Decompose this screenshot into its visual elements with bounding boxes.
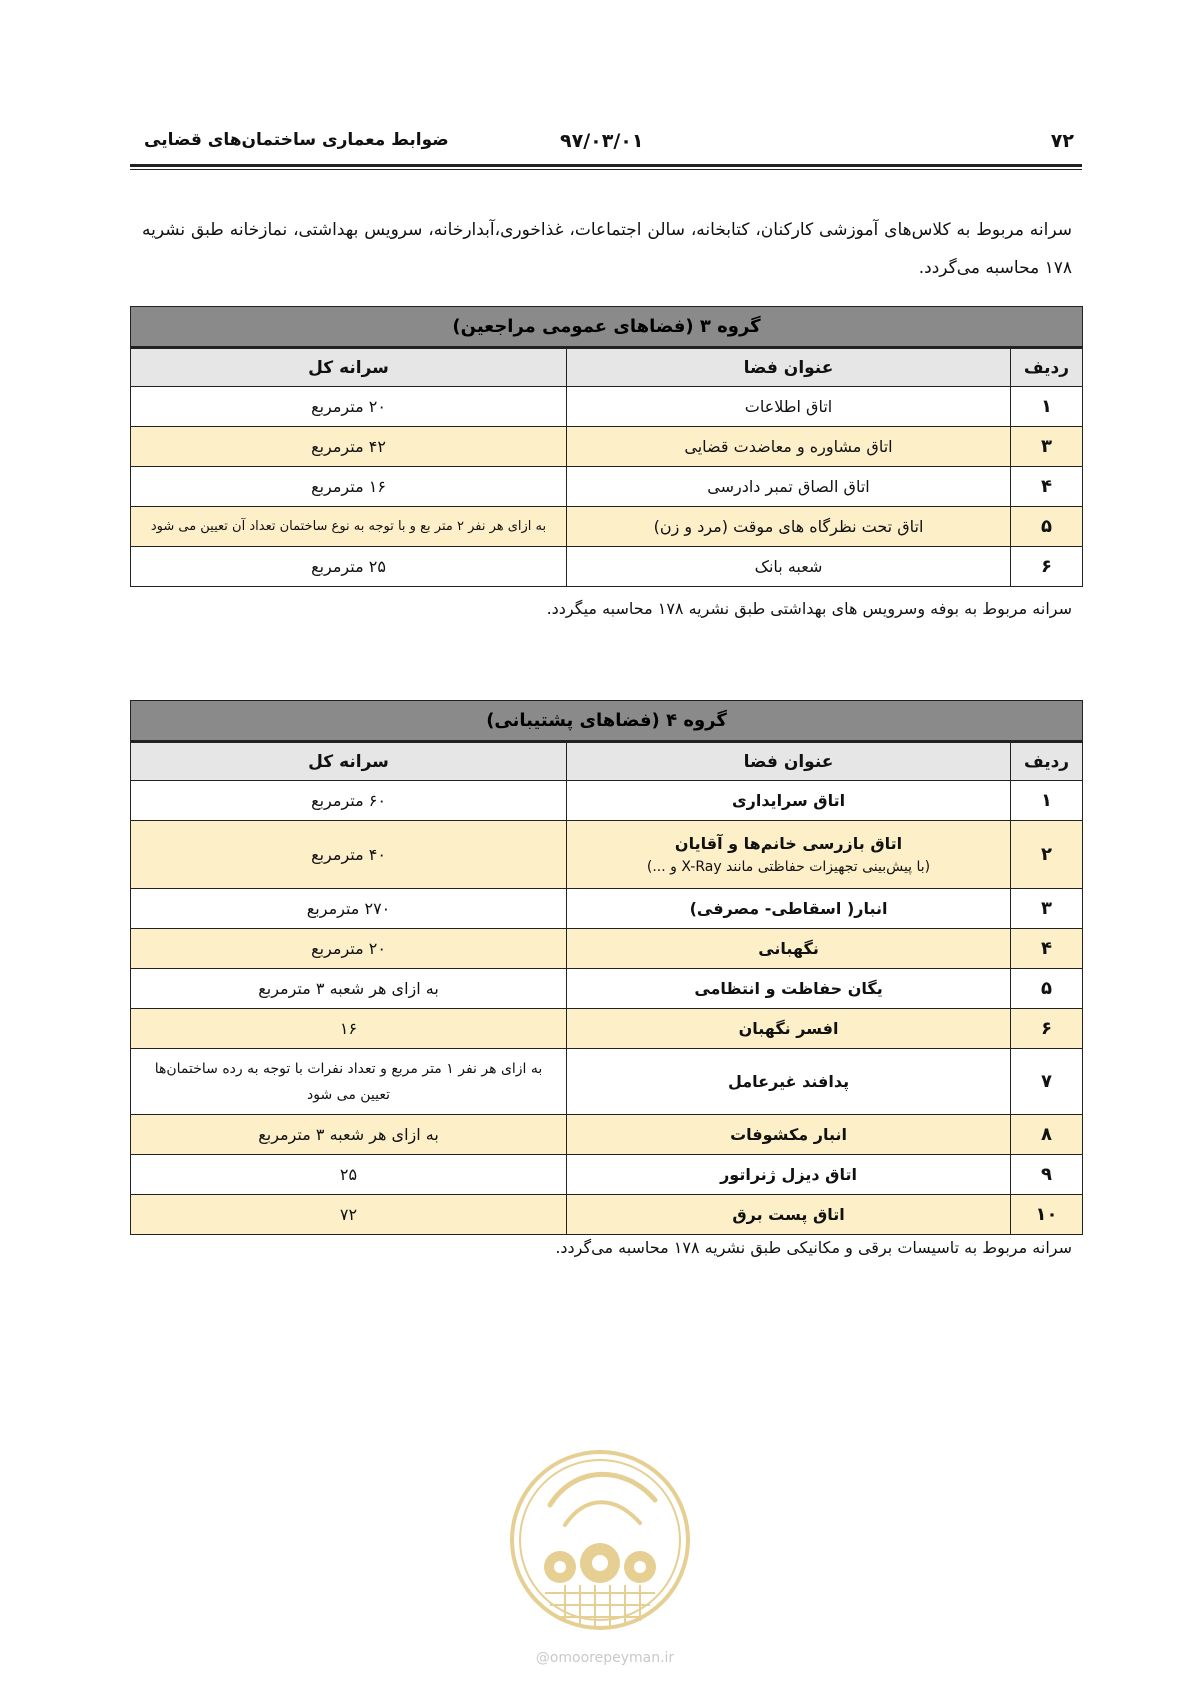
space-title: اتاق اطلاعات — [567, 387, 1011, 427]
intro-paragraph: سرانه مربوط به کلاس‌های آموزشی کارکنان، کتابخانه، سالن اجتماعات، غذاخوری،آبدارخانه، سرویس بهداشتی، نمازخانه طبق نشریه ۱۷۸ محاسبه می‌گردد. — [142, 220, 1072, 278]
table-row — [131, 507, 1083, 547]
page-header — [130, 130, 1082, 164]
space-title: افسر نگهبان — [567, 1009, 1011, 1049]
row-number: ۲ — [1011, 821, 1083, 889]
row-number: ۱ — [1011, 387, 1083, 427]
table-row — [131, 781, 1083, 821]
header-rule — [130, 164, 1082, 167]
row-number: ۶ — [1011, 547, 1083, 587]
space-title: انبار مکشوفات — [567, 1115, 1011, 1155]
table-row — [131, 1155, 1083, 1195]
space-title: نگهبانی — [567, 929, 1011, 969]
header-date: ۹۷/۰۳/۰۱ — [560, 130, 644, 152]
row-number: ۳ — [1011, 427, 1083, 467]
watermark-logo-icon — [505, 1445, 695, 1645]
space-title: اتاق مشاوره و معاضدت قضایی — [567, 427, 1011, 467]
space-title: اتاق الصاق تمبر دادرسی — [567, 467, 1011, 507]
row-number: ۴ — [1011, 929, 1083, 969]
per-capita-value: به ازای هر نفر ۲ متر بع و با توجه به نوع ساختمان تعداد آن تعیین می شود — [131, 507, 567, 547]
row-number: ۵ — [1011, 507, 1083, 547]
table-row — [131, 1195, 1083, 1235]
per-capita-value: ۱۶ مترمربع — [131, 467, 567, 507]
group4-title: گروه ۴ (فضاهای پشتیبانی) — [131, 701, 1083, 742]
per-capita-value: به ازای هر شعبه ۳ مترمربع — [131, 969, 567, 1009]
row-number: ۱۰ — [1011, 1195, 1083, 1235]
row-number: ۷ — [1011, 1049, 1083, 1115]
space-title: اتاق بازرسی خانم‌ها و آقایان — [674, 834, 903, 853]
col-header-row: ردیف — [1011, 742, 1083, 781]
table-row — [131, 969, 1083, 1009]
space-title: اتاق دیزل ژنراتور — [567, 1155, 1011, 1195]
col-header-row: ردیف — [1011, 348, 1083, 387]
group4-table — [130, 700, 1083, 1235]
row-number: ۴ — [1011, 467, 1083, 507]
header-rule-thin — [130, 169, 1082, 170]
per-capita-value: ۲۰ مترمربع — [131, 387, 567, 427]
group3-table — [130, 306, 1083, 587]
col-header-space: عنوان فضا — [567, 742, 1011, 781]
group3-note: سرانه مربوط به بوفه وسرویس های بهداشتی طبق نشریه ۱۷۸ محاسبه میگردد. — [546, 599, 1072, 618]
col-header-space: عنوان فضا — [567, 348, 1011, 387]
space-subtitle: (با پیش‌بینی تجهیزات حفاظتی مانند X-Ray و ...) — [646, 859, 931, 875]
table-row — [131, 929, 1083, 969]
col-header-per-capita: سرانه کل — [131, 348, 567, 387]
table-row — [131, 1049, 1083, 1115]
space-title: یگان حفاظت و انتظامی — [567, 969, 1011, 1009]
footer-url: @omoorepeyman.ir — [535, 1650, 675, 1666]
group4-note: سرانه مربوط به تاسیسات برقی و مکانیکی طبق نشریه ۱۷۸ محاسبه می‌گردد. — [555, 1238, 1072, 1257]
per-capita-value: به ازای هر نفر ۱ متر مربع و تعداد نفرات با توجه به رده ساختمان‌ها تعیین می شود — [131, 1049, 567, 1115]
row-number: ۸ — [1011, 1115, 1083, 1155]
per-capita-value: ۴۲ مترمربع — [131, 427, 567, 467]
table-row — [131, 387, 1083, 427]
space-title: اتاق پست برق — [567, 1195, 1011, 1235]
space-title: شعبه بانک — [567, 547, 1011, 587]
table-row — [131, 821, 1083, 889]
per-capita-value: ۲۵ — [131, 1155, 567, 1195]
table-row — [131, 547, 1083, 587]
per-capita-value: ۱۶ — [131, 1009, 567, 1049]
col-header-per-capita: سرانه کل — [131, 742, 567, 781]
row-number: ۳ — [1011, 889, 1083, 929]
space-title: انبار( اسقاطی- مصرفی) — [567, 889, 1011, 929]
group3-title: گروه ۳ (فضاهای عمومی مراجعین) — [131, 307, 1083, 348]
per-capita-value: ۲۵ مترمربع — [131, 547, 567, 587]
space-title: اتاق تحت نظرگاه های موقت (مرد و زن) — [567, 507, 1011, 547]
per-capita-value: به ازای هر شعبه ۳ مترمربع — [131, 1115, 567, 1155]
row-number: ۶ — [1011, 1009, 1083, 1049]
per-capita-value: ۲۷۰ مترمربع — [131, 889, 567, 929]
table-row — [131, 467, 1083, 507]
space-title-cell — [567, 821, 1011, 889]
per-capita-value: ۶۰ مترمربع — [131, 781, 567, 821]
per-capita-value: ۷۲ — [131, 1195, 567, 1235]
row-number: ۵ — [1011, 969, 1083, 1009]
space-title: پدافند غیرعامل — [567, 1049, 1011, 1115]
table-row — [131, 1009, 1083, 1049]
table-row — [131, 889, 1083, 929]
header-title: ضوابط معماری ساختمان‌های قضایی — [144, 130, 449, 150]
page-number: ۷۲ — [1050, 130, 1074, 152]
per-capita-value: ۲۰ مترمربع — [131, 929, 567, 969]
row-number: ۹ — [1011, 1155, 1083, 1195]
row-number: ۱ — [1011, 781, 1083, 821]
table-row — [131, 1115, 1083, 1155]
per-capita-value: ۴۰ مترمربع — [131, 821, 567, 889]
table-row — [131, 427, 1083, 467]
space-title: اتاق سرایداری — [567, 781, 1011, 821]
